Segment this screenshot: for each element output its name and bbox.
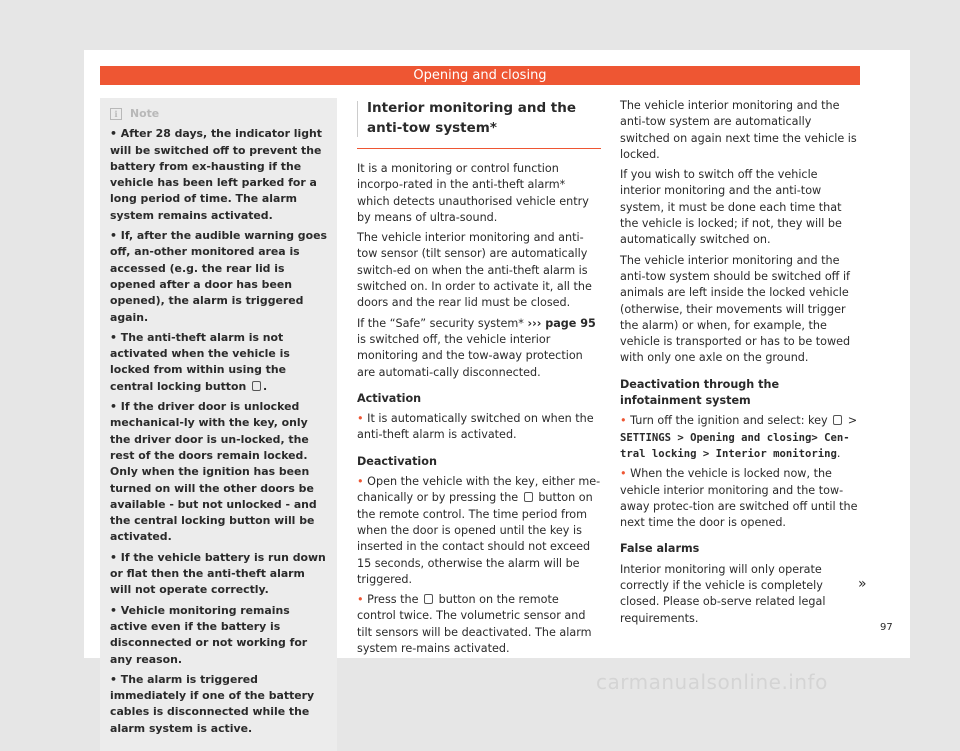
deactivation-heading: Deactivation <box>357 454 437 468</box>
info-icon: i <box>110 108 122 120</box>
infotainment-heading: Deactivation through the infotainment system <box>620 377 780 408</box>
section-title: Interior monitoring and the anti-tow system* <box>357 98 601 149</box>
false-alarms-text: Interior monitoring will only operate correctly if the vehicle is completely closed. Please ob-serve related legal requirements. <box>620 562 826 625</box>
note-item: • If the vehicle battery is run down or flat then the anti-theft alarm will not operate correctly. <box>110 550 326 597</box>
activation-item: • It is automatically switched on when the anti-theft alarm is activated. <box>357 412 594 442</box>
paragraph: If you wish to switch off the vehicle interior monitoring and the anti-tow system, it must be done each time that the vehicle is locked; if not, they will be automatically switched on. <box>620 168 842 247</box>
note-item: • After 28 days, the indicator light will be switched off to prevent the battery from ex-hausting if the vehicle has been left parked for a long period of time. The alarm system remains activated. <box>110 127 322 222</box>
sensor-paragraph: The vehicle interior monitoring and anti-tow sensor (tilt sensor) are automatically switch-ed on when the anti-theft alarm is switched on. In order to activate it, all the doors and the rear lid must be closed. <box>357 231 592 310</box>
unlock-icon <box>424 594 433 604</box>
note-label: Note <box>130 107 160 120</box>
note-item: • The alarm is triggered immediately if one of the battery cables is disconnected while the alarm system is active. <box>110 672 315 735</box>
page-reference-link[interactable]: ››› page 95 <box>527 316 596 330</box>
main-column <box>357 98 601 661</box>
menu-path: SETTINGS > Opening and closing> Cen-tral locking > Interior monitoring <box>620 431 850 460</box>
paragraph: The vehicle interior monitoring and the anti-tow system should be switched off if animals are left inside the locked vehicle (otherwise, their movements will trigger the alarm) or when, for example, the vehicle is transported or has to be towed with only one axle on the ground. <box>620 253 851 365</box>
safe-paragraph: If the “Safe” security system* ››› page 95 is switched off, the vehicle interior monitoring and the tow-away protection are automati-cally disconnected. <box>357 316 596 379</box>
note-item: • Vehicle monitoring remains active even if the battery is disconnected or not working for any reason. <box>110 603 308 666</box>
deactivation-item: • Open the vehicle with the key, either me-chanically or by pressing the button on the remote control. The time period from when the door is opened until the key is inserted in the contact should not exceed 15 seconds, otherwise the alarm will be triggered. <box>357 475 601 586</box>
note-header <box>110 106 329 122</box>
right-column <box>620 98 860 631</box>
note-box <box>100 98 337 751</box>
note-item: • If, after the audible warning goes off, an-other monitored area is accessed (e.g. the rear lid is opened after a door has been opened), the alarm is triggered again. <box>110 229 327 324</box>
chapter-header: Opening and closing <box>100 66 860 85</box>
lock-icon <box>252 381 261 391</box>
note-item: • If the driver door is unlocked mechanical-ly with the key, only the driver door is un-locked, the rest of the doors remain locked. Only when the ignition has been turned on will the other doors be available - but not unlocked - and the central locking button will be activated. <box>110 400 317 544</box>
intro-paragraph: It is a monitoring or control function incorpo-rated in the anti-theft alarm* which detects unauthorised vehicle entry by means of ultra-sound. <box>357 162 589 224</box>
false-alarms-heading: False alarms <box>620 542 700 556</box>
infotainment-item: • When the vehicle is locked now, the vehicle interior monitoring and the tow-away protec-tion are switched off until the next time the door is opened. <box>620 467 858 530</box>
deactivation-item: • Press the button on the remote control twice. The volumetric sensor and tilt sensors will be deactivated. The alarm system re-mains activated. <box>357 593 592 656</box>
continue-mark: » <box>858 576 867 592</box>
unlock-icon <box>524 492 533 502</box>
activation-heading: Activation <box>357 391 422 405</box>
note-item: • The anti-theft alarm is not activated when the vehicle is locked from within using the central locking button . <box>110 330 290 393</box>
page-number: 97 <box>880 622 893 633</box>
car-icon <box>833 415 842 425</box>
note-column <box>100 98 337 751</box>
paragraph: The vehicle interior monitoring and the anti-tow system are automatically switched on again next time the vehicle is locked. <box>620 99 857 161</box>
infotainment-item: • Turn off the ignition and select: key > SETTINGS > Opening and closing> Cen-tral locking > Interior monitoring. <box>620 414 858 460</box>
watermark: carmanualsonline.info <box>596 670 828 694</box>
